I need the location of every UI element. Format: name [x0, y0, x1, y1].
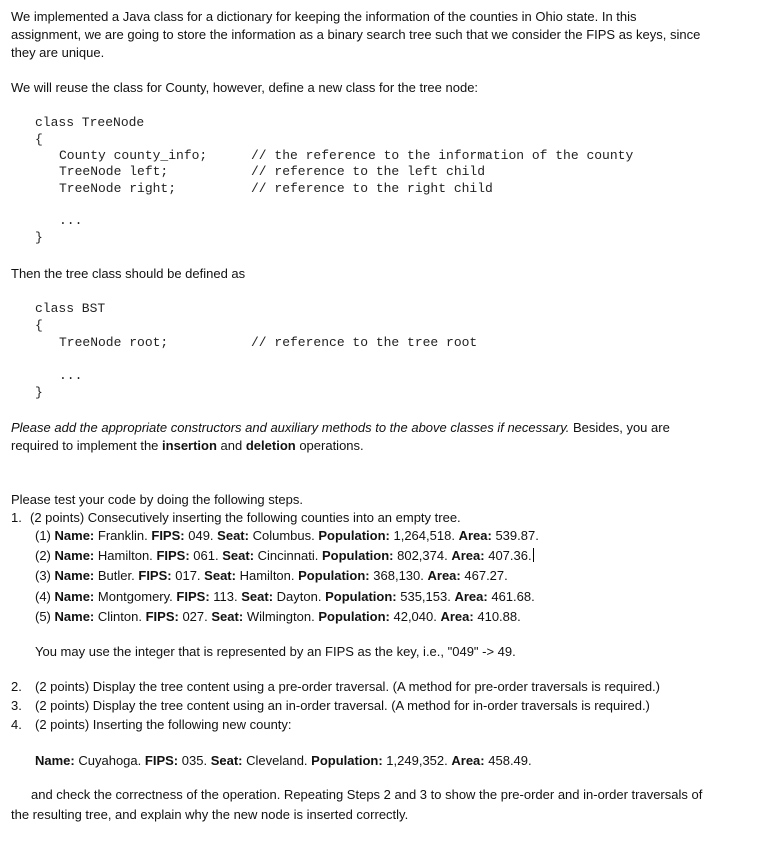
label-seat: Seat:	[204, 568, 236, 583]
step-2-text: (2 points) Display the tree content using a pre-order traversal. (A method for pre-order traversals is required.)	[35, 679, 660, 694]
label-name: Name:	[54, 609, 95, 624]
code-line: TreeNode root;	[59, 335, 169, 350]
county-population: 42,040.	[393, 609, 437, 624]
code-comment: // the reference to the information of the county	[251, 148, 634, 163]
county-area: 461.68.	[491, 589, 535, 604]
step-1-number: 1.	[11, 510, 22, 525]
county-index: (3)	[35, 568, 51, 583]
label-population: Population:	[298, 568, 370, 583]
county-seat: Wilmington.	[246, 609, 315, 624]
label-fips: FIPS:	[138, 568, 172, 583]
text: operations.	[295, 438, 364, 453]
label-name: Name:	[35, 753, 75, 768]
county-item	[35, 547, 534, 565]
instructions-line-2	[11, 437, 364, 455]
label-seat: Seat:	[210, 753, 243, 768]
instructions-line-1	[11, 419, 670, 437]
label-seat: Seat:	[211, 609, 244, 624]
code-close-brace: }	[35, 385, 43, 400]
label-fips: FIPS:	[151, 528, 185, 543]
county-seat: Dayton.	[276, 589, 322, 604]
label-population: Population:	[311, 753, 383, 768]
county-seat: Hamilton.	[239, 568, 295, 583]
label-fips: FIPS:	[176, 589, 210, 604]
county-name: Hamilton.	[97, 548, 153, 563]
step-1-text: (2 points) Consecutively inserting the following counties into an empty tree.	[30, 510, 461, 525]
county-fips: 035.	[181, 753, 208, 768]
county-index: (5)	[35, 609, 51, 624]
label-area: Area:	[440, 609, 474, 624]
county-fips: 017.	[175, 568, 201, 583]
county-item	[35, 567, 508, 585]
closing-line-1: and check the correctness of the operation. Repeating Steps 2 and 3 to show the pre-order and in-order traversals of	[31, 787, 703, 802]
text: and	[216, 438, 246, 453]
county-fips: 027.	[182, 609, 208, 624]
code-comment: // reference to the tree root	[251, 335, 478, 350]
step-3-text: (2 points) Display the tree content using an in-order traversal. (A method for in-order traversals is required.)	[35, 698, 650, 713]
county-population: 1,264,518.	[393, 528, 455, 543]
code-open-brace: {	[35, 318, 43, 333]
label-name: Name:	[54, 568, 95, 583]
step-2-number: 2.	[11, 679, 22, 694]
county-area: 410.88.	[477, 609, 521, 624]
label-area: Area:	[451, 548, 485, 563]
code-line: TreeNode left;	[59, 164, 169, 179]
county-area: 467.27.	[464, 568, 508, 583]
label-name: Name:	[54, 548, 95, 563]
intro-line-3: they are unique.	[11, 45, 105, 60]
tree-intro: Then the tree class should be defined as	[11, 266, 246, 281]
code-ellipsis: ...	[59, 213, 83, 228]
code-treenode-header: class TreeNode	[35, 115, 145, 130]
test-intro: Please test your code by doing the following steps.	[11, 492, 303, 507]
insertion-bold: insertion	[162, 438, 217, 453]
label-population: Population:	[318, 528, 390, 543]
instructions-italic: Please add the appropriate constructors and auxiliary methods to the above classes if necessary.	[11, 420, 570, 435]
code-close-brace: }	[35, 230, 43, 245]
label-area: Area:	[454, 589, 488, 604]
label-population: Population:	[321, 548, 394, 563]
county-item	[35, 608, 521, 626]
closing-line-2: the resulting tree, and explain why the new node is inserted correctly.	[11, 807, 409, 822]
county-index: (1)	[35, 528, 51, 543]
label-seat: Seat:	[222, 548, 255, 563]
text-cursor	[533, 548, 534, 562]
label-seat: Seat:	[241, 589, 274, 604]
label-fips: FIPS:	[144, 753, 179, 768]
label-area: Area:	[451, 753, 485, 768]
label-population: Population:	[325, 589, 397, 604]
county-name: Clinton.	[97, 609, 142, 624]
county-item	[35, 588, 535, 606]
intro-line-2: assignment, we are going to store the information as a binary search tree such that we consider the FIPS as keys, since	[11, 27, 701, 42]
label-area: Area:	[427, 568, 461, 583]
deletion-bold: deletion	[245, 438, 296, 453]
county-index: (2)	[35, 548, 51, 563]
county-population: 535,153.	[400, 589, 451, 604]
county-name: Butler.	[97, 568, 135, 583]
new-county-line	[35, 752, 532, 770]
code-line: TreeNode right;	[59, 181, 177, 196]
fips-note: You may use the integer that is represented by an FIPS as the key, i.e., "049" -> 49.	[35, 644, 516, 659]
label-area: Area:	[458, 528, 492, 543]
code-comment: // reference to the right child	[251, 181, 493, 196]
text: required to implement the	[11, 438, 163, 453]
county-population: 802,374.	[397, 548, 448, 563]
step-4-number: 4.	[11, 717, 22, 732]
step-3-number: 3.	[11, 698, 22, 713]
label-fips: FIPS:	[145, 609, 179, 624]
label-name: Name:	[54, 589, 95, 604]
county-name: Cuyahoga.	[78, 753, 142, 768]
reuse-text: We will reuse the class for County, however, define a new class for the tree node:	[11, 80, 479, 95]
intro-line-1: We implemented a Java class for a dictionary for keeping the information of the counties in Ohio state. In this	[11, 9, 637, 24]
county-population: 1,249,352.	[386, 753, 448, 768]
code-line: County county_info;	[59, 148, 208, 163]
county-area: 407.36.	[488, 548, 532, 563]
county-fips: 061.	[193, 548, 219, 563]
label-seat: Seat:	[217, 528, 249, 543]
code-ellipsis: ...	[59, 368, 83, 383]
label-fips: FIPS:	[156, 548, 190, 563]
instructions-rest: Besides, you are	[569, 420, 670, 435]
county-seat: Cleveland.	[246, 753, 308, 768]
code-bst-header: class BST	[35, 301, 106, 316]
county-area: 458.49.	[488, 753, 532, 768]
county-name: Franklin.	[97, 528, 148, 543]
county-item	[35, 527, 539, 545]
code-comment: // reference to the left child	[251, 164, 486, 179]
label-population: Population:	[318, 609, 390, 624]
county-seat: Cincinnati.	[257, 548, 319, 563]
code-open-brace: {	[35, 132, 43, 147]
step-4-text: (2 points) Inserting the following new county:	[35, 717, 292, 732]
county-name: Montgomery.	[97, 589, 173, 604]
county-population: 368,130.	[373, 568, 424, 583]
county-area: 539.87.	[495, 528, 539, 543]
county-fips: 049.	[188, 528, 214, 543]
county-fips: 113.	[213, 589, 238, 604]
label-name: Name:	[54, 528, 95, 543]
county-seat: Columbus.	[252, 528, 315, 543]
county-index: (4)	[35, 589, 51, 604]
